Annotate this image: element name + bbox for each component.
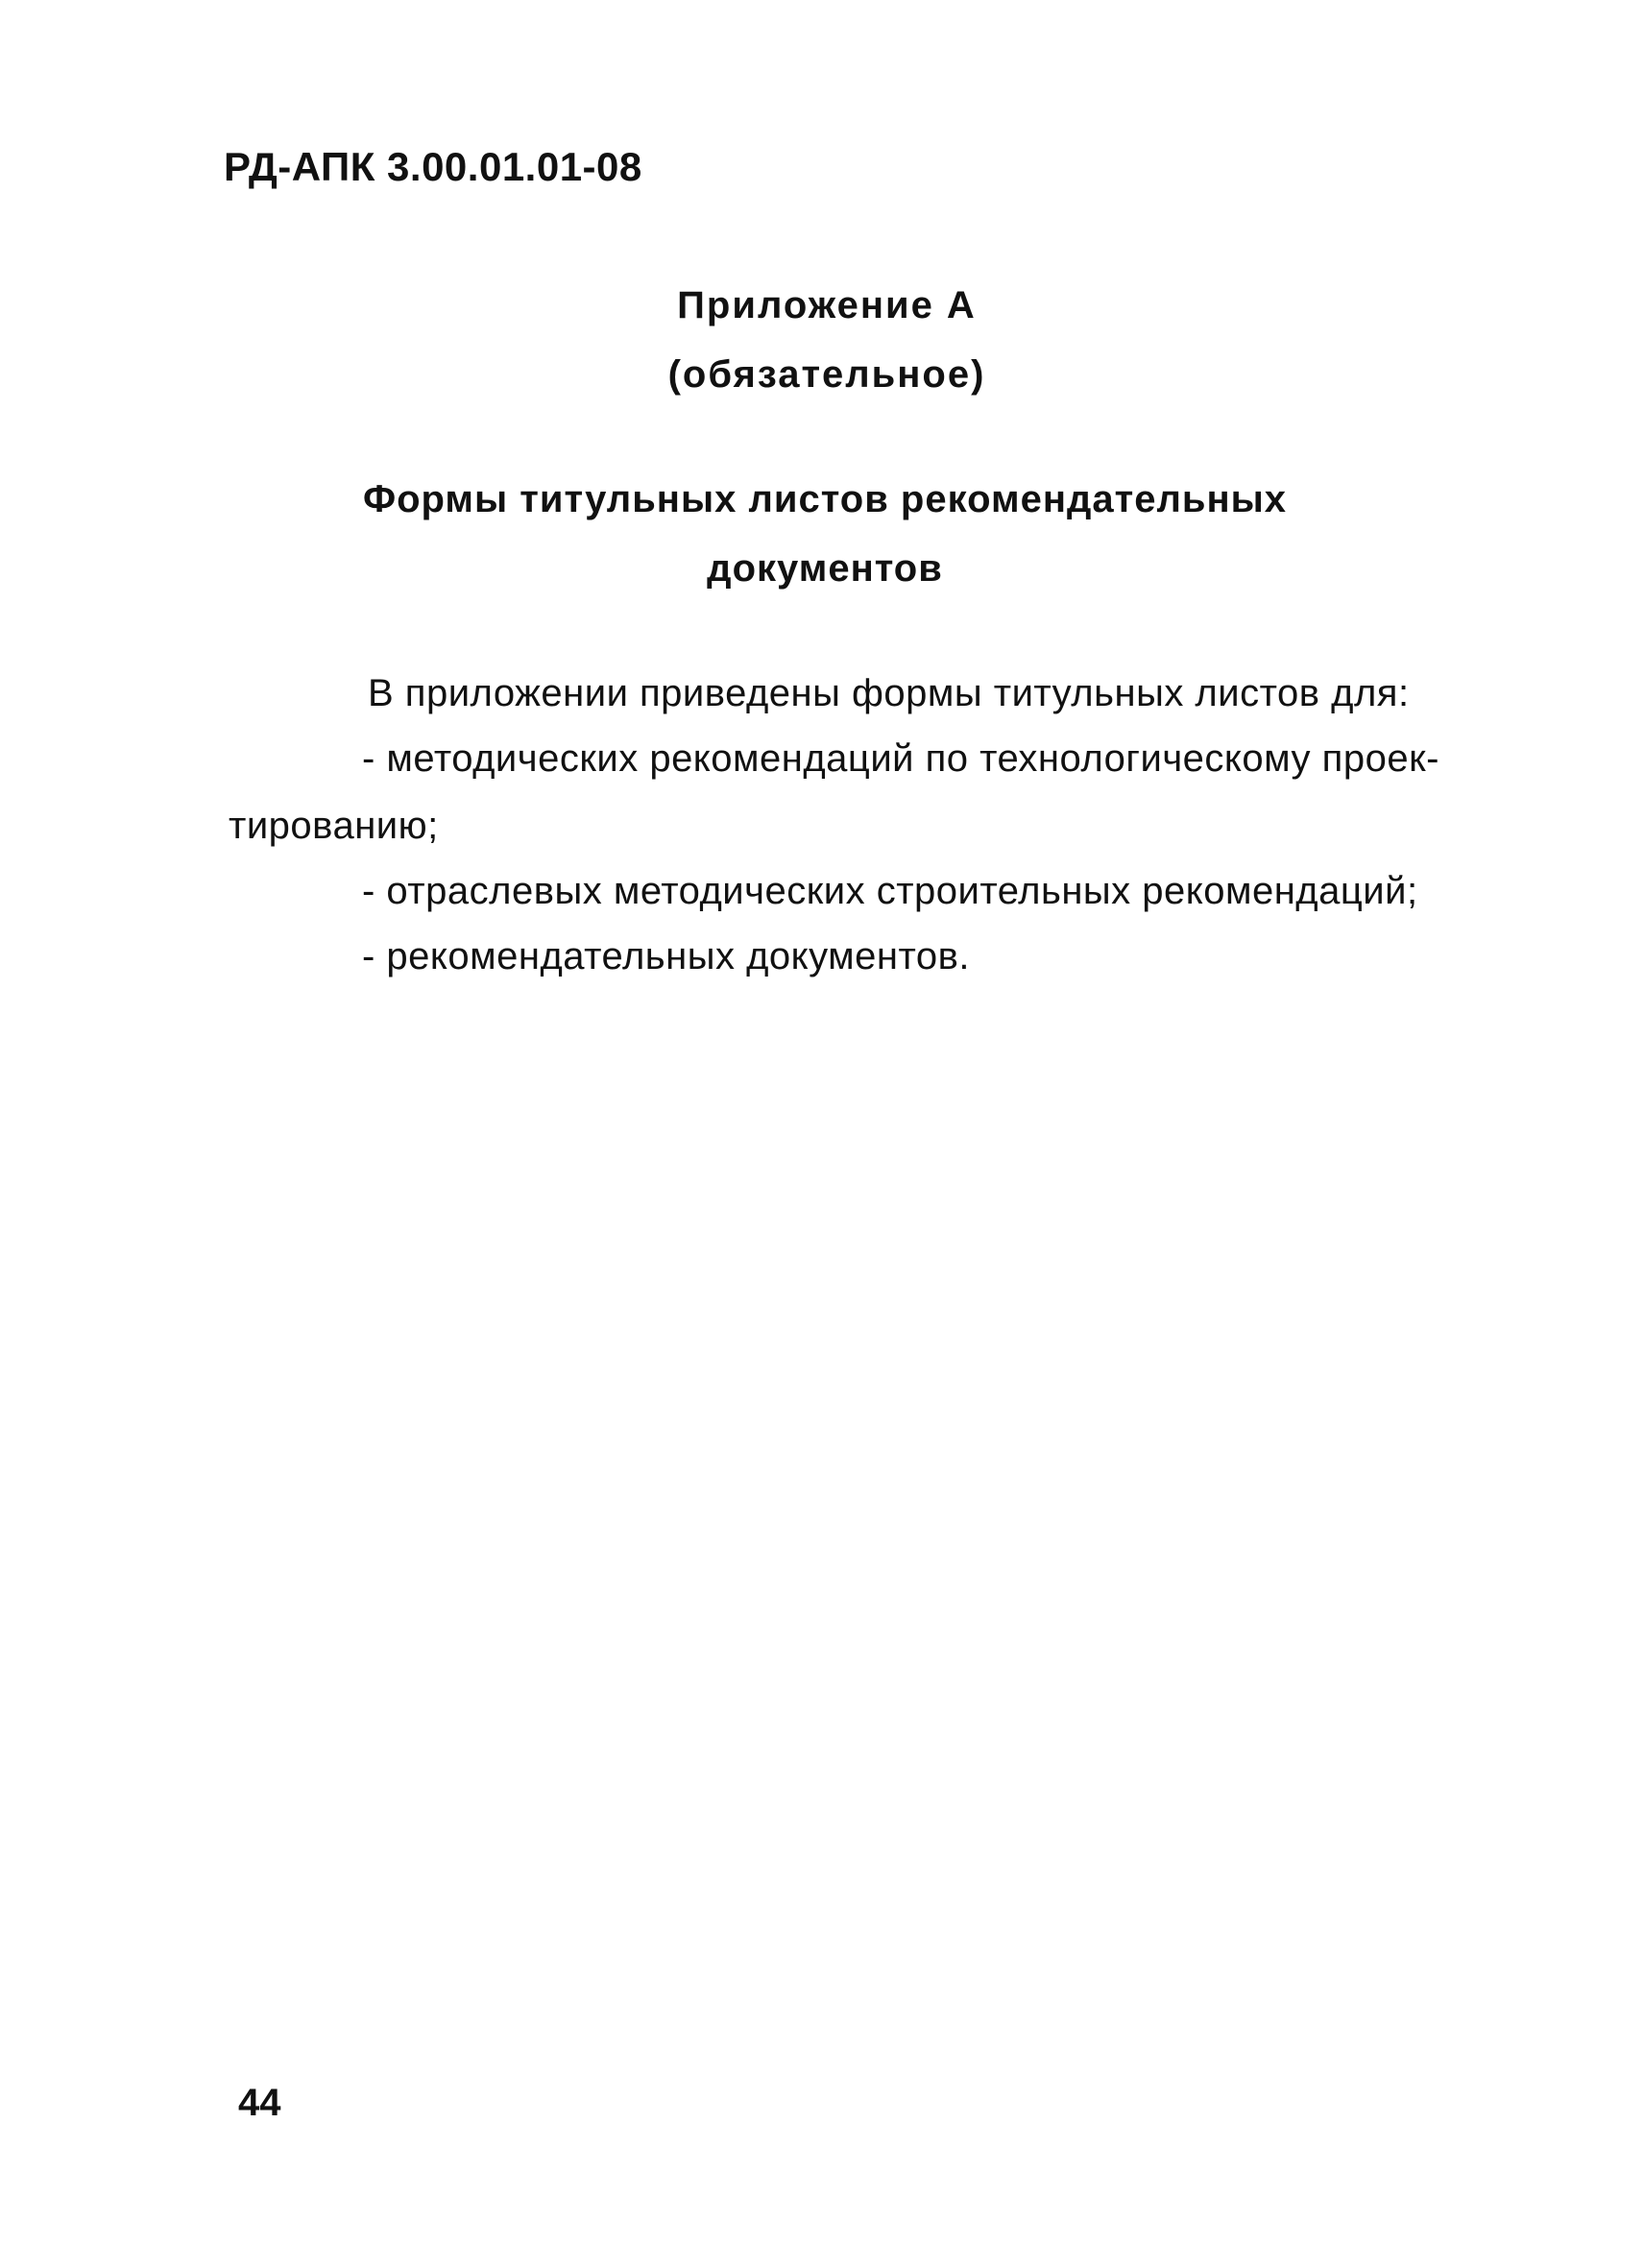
section-title-line-2: документов xyxy=(707,547,943,590)
page-number: 44 xyxy=(238,2082,281,2124)
annex-status: (обязательное) xyxy=(667,353,986,396)
document-code: РД-АПК 3.00.01.01-08 xyxy=(224,144,642,189)
list-item-industry: - отраслевых методических строительных рекомендаций; xyxy=(362,870,1418,912)
intro-paragraph: В приложении приведены формы титульных листов для: xyxy=(368,672,1410,714)
list-item-methodological: - методических рекомендаций по технологическому проек- xyxy=(362,737,1439,780)
annex-heading: Приложение А xyxy=(677,284,977,326)
list-item-methodological-continuation: тированию; xyxy=(229,805,439,847)
list-item-recommendatory: - рекомендательных документов. xyxy=(362,935,970,977)
section-title-line-1: Формы титульных листов рекомендательных xyxy=(362,478,1288,520)
